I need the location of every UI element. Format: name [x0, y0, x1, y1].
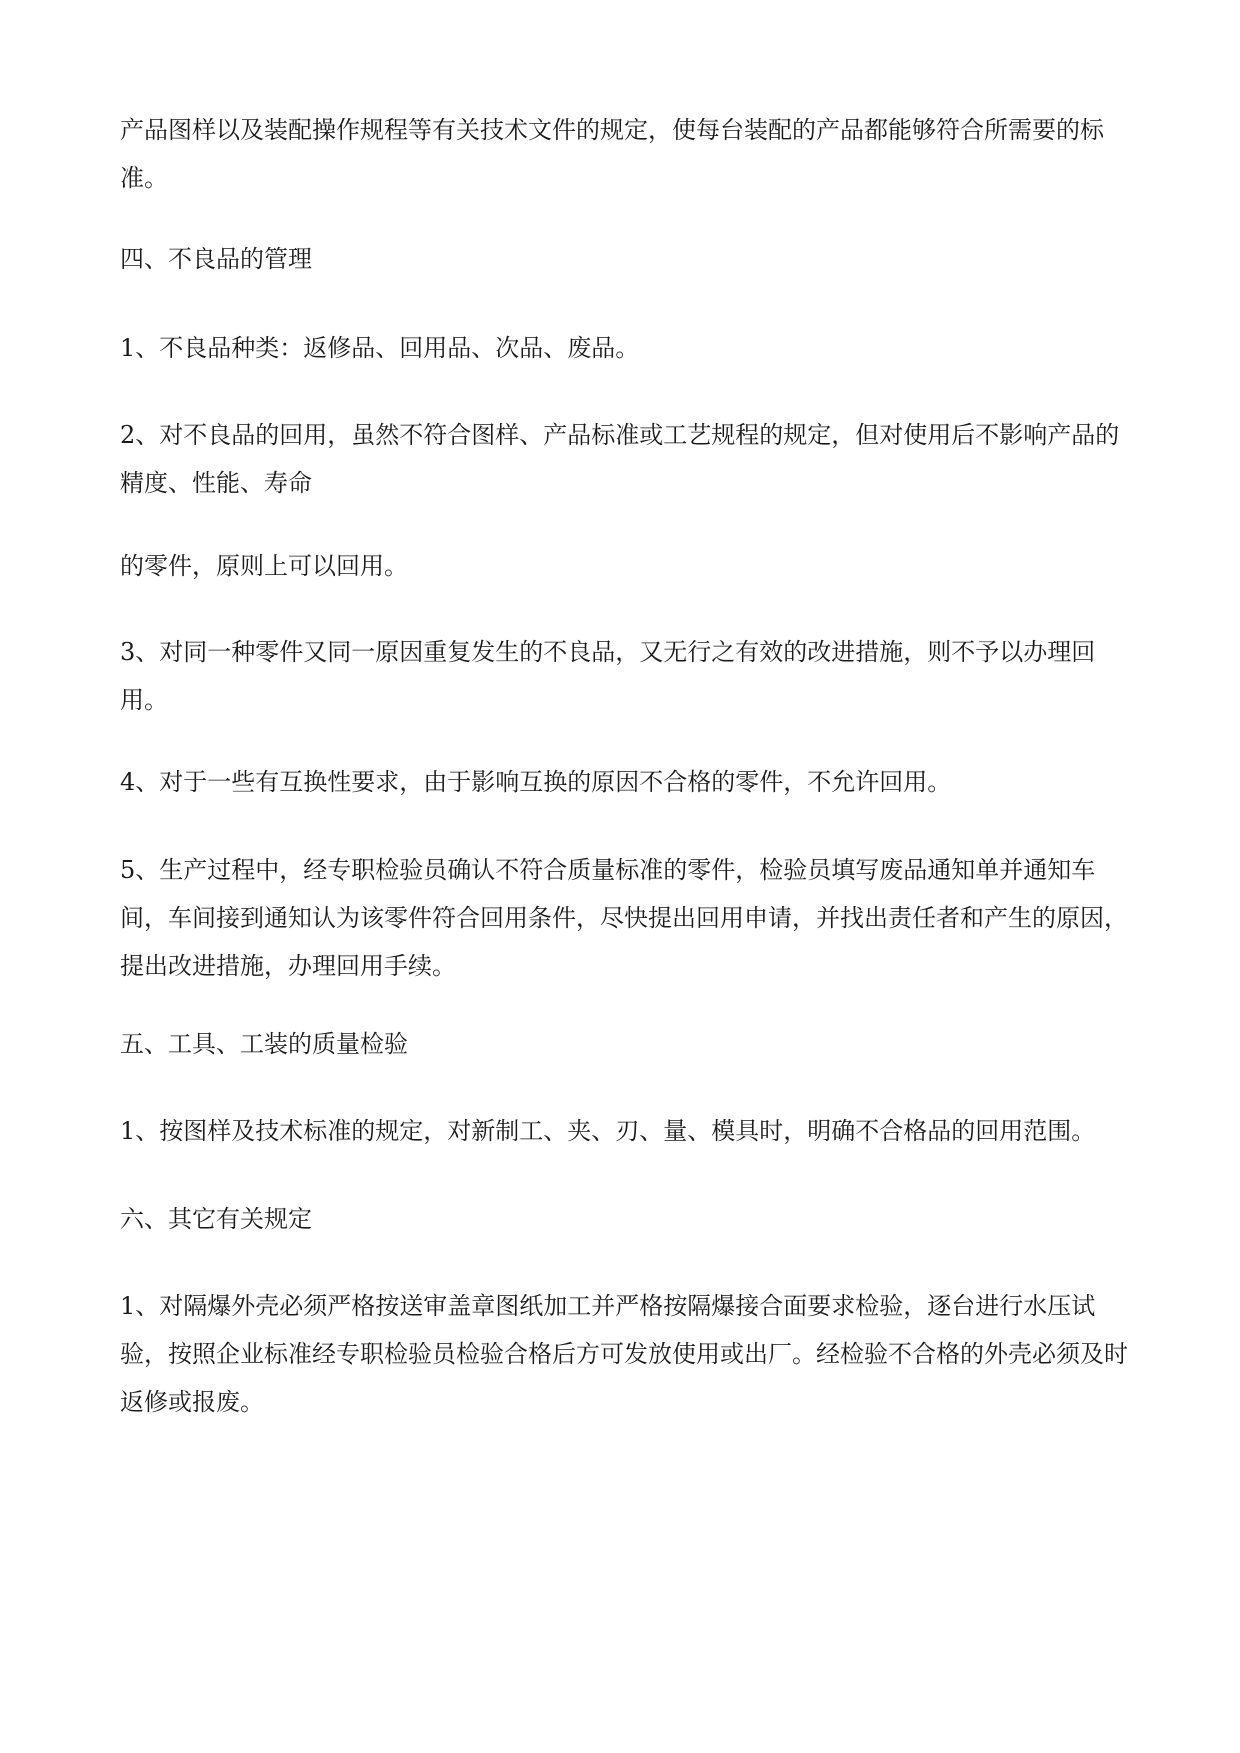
paragraph-4-2: 2、对不良品的回用，虽然不符合图样、产品标准或工艺规程的规定，但对使用后不影响产品的精度、性能、寿命: [120, 421, 1120, 497]
paragraph-intro-continuation: 产品图样以及装配操作规程等有关技术文件的规定，使每台装配的产品都能够符合所需要的标准。: [120, 116, 1104, 192]
paragraph-4-2-continuation: 的零件，原则上可以回用。: [120, 552, 408, 580]
paragraph-4-5: 5、生产过程中，经专职检验员确认不符合质量标准的零件，检验员填写废品通知单并通知车间，车间接到通知认为该零件符合回用条件，尽快提出回用申请，并找出责任者和产生的原因，提出改进措施，办理回用手续。: [120, 856, 1128, 980]
section-heading-5: 五、工具、工装的质量检验: [120, 1030, 408, 1058]
section-heading-6: 六、其它有关规定: [120, 1205, 312, 1233]
paragraph-4-3: 3、对同一种零件又同一原因重复发生的不良品，又无行之有效的改进措施，则不予以办理回用。: [120, 638, 1096, 714]
paragraph-4-1: 1、不良品种类：返修品、回用品、次品、废品。: [120, 334, 640, 362]
section-heading-4: 四、不良品的管理: [120, 245, 312, 273]
paragraph-6-1: 1、对隔爆外壳必须严格按送审盖章图纸加工并严格按隔爆接合面要求检验，逐台进行水压试验，按照企业标准经专职检验员检验合格后方可发放使用或出厂。经检验不合格的外壳必须及时返修或报废。: [120, 1292, 1128, 1416]
paragraph-5-1: 1、按图样及技术标准的规定，对新制工、夹、刃、量、模具时，明确不合格品的回用范围。: [120, 1117, 1096, 1145]
paragraph-4-4: 4、对于一些有互换性要求，由于影响互换的原因不合格的零件，不允许回用。: [120, 768, 952, 796]
